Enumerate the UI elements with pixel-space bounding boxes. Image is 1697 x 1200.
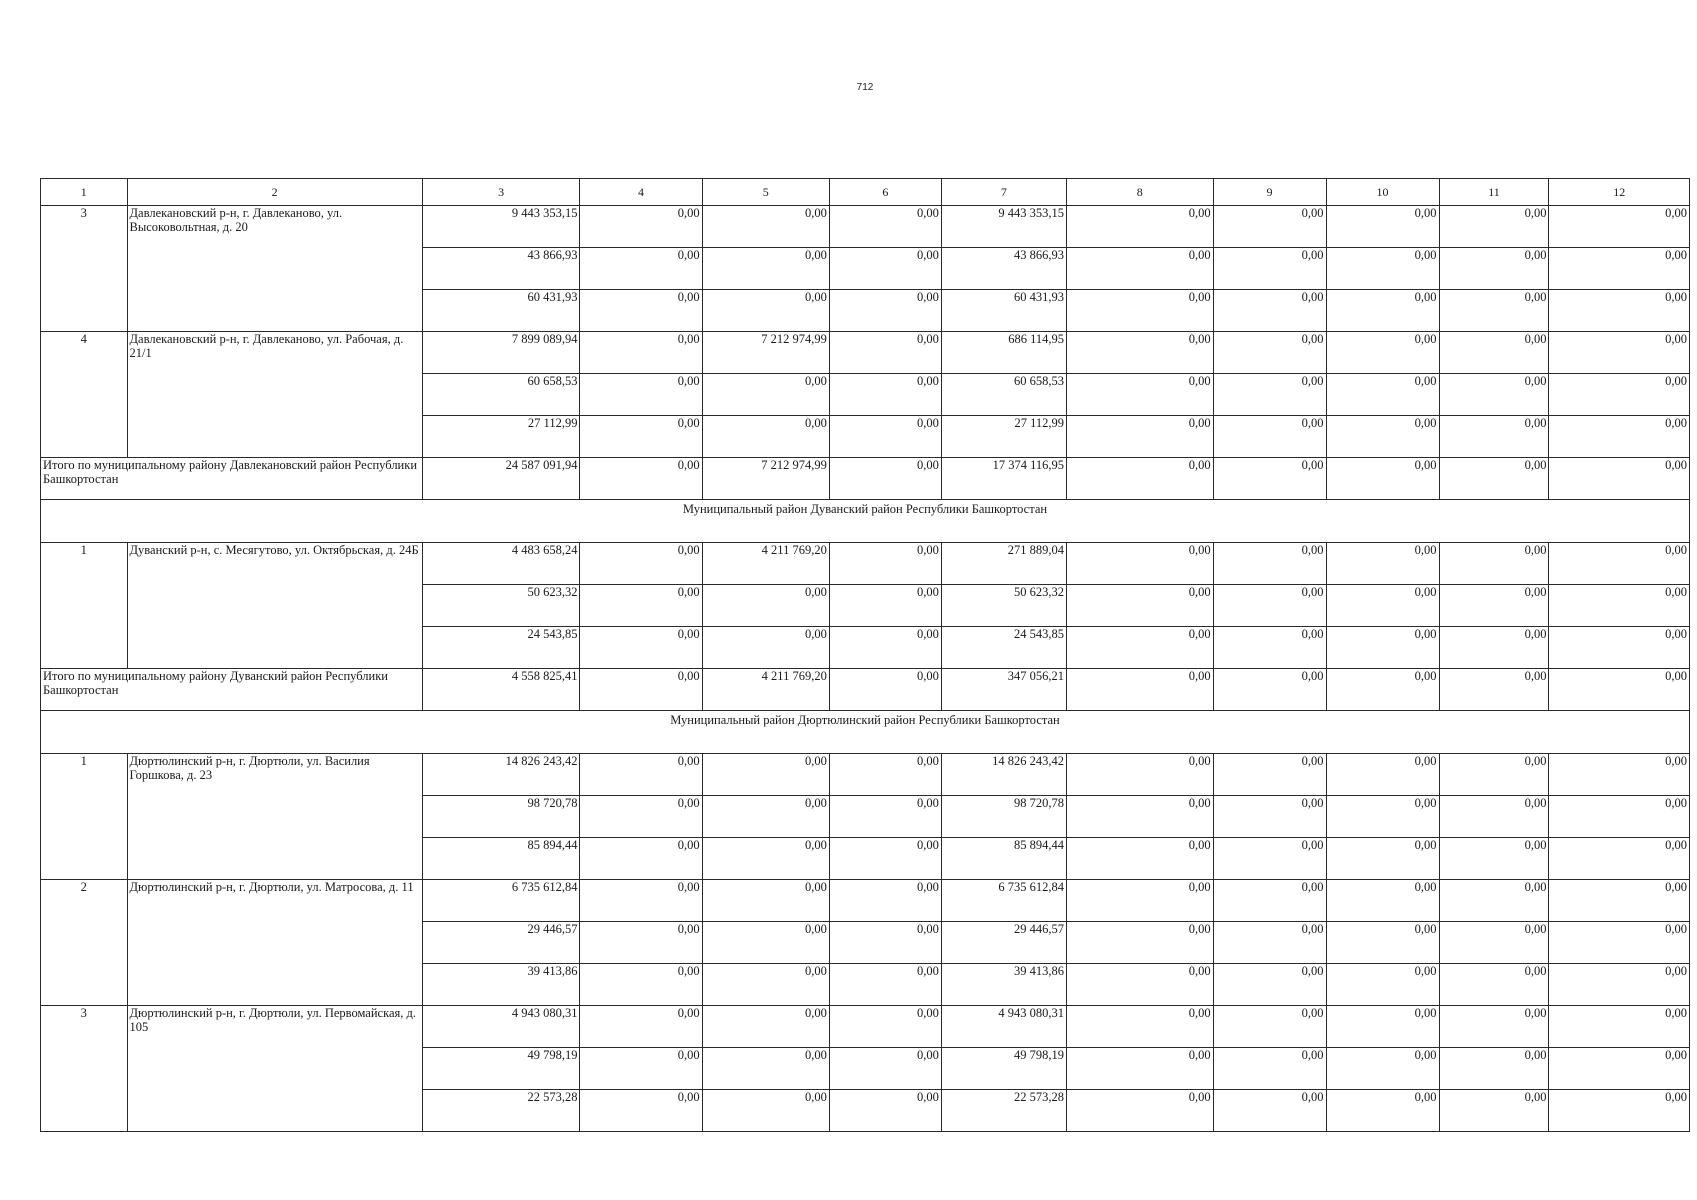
value-cell: 0,00 bbox=[1549, 290, 1690, 332]
total-value-cell: 0,00 bbox=[580, 458, 702, 500]
value-cell: 0,00 bbox=[1326, 332, 1439, 374]
value-cell: 0,00 bbox=[1213, 880, 1326, 922]
value-cell: 0,00 bbox=[580, 206, 702, 248]
value-cell: 0,00 bbox=[702, 248, 829, 290]
value-cell: 39 413,86 bbox=[941, 964, 1066, 1006]
value-cell: 0,00 bbox=[1067, 543, 1214, 585]
column-header: 3 bbox=[422, 179, 580, 206]
column-header: 8 bbox=[1067, 179, 1214, 206]
value-cell: 6 735 612,84 bbox=[941, 880, 1066, 922]
value-cell: 50 623,32 bbox=[941, 585, 1066, 627]
value-cell: 0,00 bbox=[1326, 416, 1439, 458]
table-row bbox=[41, 880, 1690, 922]
value-cell: 0,00 bbox=[1439, 838, 1549, 880]
value-cell: 27 112,99 bbox=[422, 416, 580, 458]
value-cell: 0,00 bbox=[1067, 374, 1214, 416]
value-cell: 0,00 bbox=[580, 754, 702, 796]
value-cell: 0,00 bbox=[1067, 796, 1214, 838]
value-cell: 0,00 bbox=[702, 416, 829, 458]
object-address: Дюртюлинский р-н, г. Дюртюли, ул. Матросова, д. 11 bbox=[127, 880, 422, 1006]
total-row bbox=[41, 669, 1690, 711]
value-cell: 29 446,57 bbox=[941, 922, 1066, 964]
value-cell: 0,00 bbox=[829, 206, 941, 248]
value-cell: 0,00 bbox=[1326, 374, 1439, 416]
value-cell: 0,00 bbox=[1549, 964, 1690, 1006]
value-cell: 0,00 bbox=[1439, 627, 1549, 669]
column-header: 9 bbox=[1213, 179, 1326, 206]
table-row bbox=[41, 754, 1690, 796]
value-cell: 0,00 bbox=[1326, 880, 1439, 922]
value-cell: 0,00 bbox=[1549, 248, 1690, 290]
value-cell: 0,00 bbox=[1549, 1006, 1690, 1048]
value-cell: 0,00 bbox=[1326, 290, 1439, 332]
value-cell: 0,00 bbox=[1549, 754, 1690, 796]
table-row bbox=[41, 1006, 1690, 1048]
value-cell: 0,00 bbox=[1326, 585, 1439, 627]
value-cell: 0,00 bbox=[1213, 374, 1326, 416]
value-cell: 0,00 bbox=[580, 543, 702, 585]
value-cell: 0,00 bbox=[1439, 796, 1549, 838]
value-cell: 0,00 bbox=[1326, 1048, 1439, 1090]
value-cell: 6 735 612,84 bbox=[422, 880, 580, 922]
value-cell: 0,00 bbox=[580, 332, 702, 374]
value-cell: 0,00 bbox=[702, 627, 829, 669]
column-header: 2 bbox=[127, 179, 422, 206]
value-cell: 0,00 bbox=[829, 248, 941, 290]
value-cell: 0,00 bbox=[1067, 248, 1214, 290]
object-index: 1 bbox=[41, 543, 128, 669]
value-cell: 0,00 bbox=[1549, 374, 1690, 416]
value-cell: 60 431,93 bbox=[422, 290, 580, 332]
value-cell: 4 943 080,31 bbox=[422, 1006, 580, 1048]
total-value-cell: 0,00 bbox=[1067, 458, 1214, 500]
value-cell: 4 483 658,24 bbox=[422, 543, 580, 585]
value-cell: 0,00 bbox=[1439, 416, 1549, 458]
value-cell: 0,00 bbox=[1067, 585, 1214, 627]
value-cell: 43 866,93 bbox=[941, 248, 1066, 290]
value-cell: 0,00 bbox=[1549, 332, 1690, 374]
total-value-cell: 7 212 974,99 bbox=[702, 458, 829, 500]
value-cell: 0,00 bbox=[1213, 1090, 1326, 1132]
total-value-cell: 0,00 bbox=[1549, 669, 1690, 711]
value-cell: 0,00 bbox=[1326, 206, 1439, 248]
register-table bbox=[40, 178, 1690, 1132]
total-value-cell: 0,00 bbox=[1213, 669, 1326, 711]
value-cell: 0,00 bbox=[1549, 1048, 1690, 1090]
value-cell: 0,00 bbox=[1213, 1048, 1326, 1090]
object-address: Давлекановский р-н, г. Давлеканово, ул. Высоковольтная, д. 20 bbox=[127, 206, 422, 332]
value-cell: 0,00 bbox=[1326, 248, 1439, 290]
column-header-row bbox=[41, 179, 1690, 206]
value-cell: 0,00 bbox=[829, 922, 941, 964]
table-row bbox=[41, 332, 1690, 374]
value-cell: 0,00 bbox=[1326, 627, 1439, 669]
total-value-cell: 0,00 bbox=[829, 458, 941, 500]
value-cell: 0,00 bbox=[1439, 754, 1549, 796]
value-cell: 60 431,93 bbox=[941, 290, 1066, 332]
value-cell: 0,00 bbox=[1213, 1006, 1326, 1048]
value-cell: 0,00 bbox=[702, 796, 829, 838]
value-cell: 0,00 bbox=[1549, 1090, 1690, 1132]
value-cell: 0,00 bbox=[829, 964, 941, 1006]
value-cell: 0,00 bbox=[702, 922, 829, 964]
value-cell: 0,00 bbox=[829, 1006, 941, 1048]
value-cell: 0,00 bbox=[1213, 585, 1326, 627]
value-cell: 0,00 bbox=[1326, 964, 1439, 1006]
value-cell: 4 211 769,20 bbox=[702, 543, 829, 585]
value-cell: 0,00 bbox=[1213, 290, 1326, 332]
value-cell: 0,00 bbox=[702, 754, 829, 796]
object-index: 2 bbox=[41, 880, 128, 1006]
value-cell: 0,00 bbox=[1439, 374, 1549, 416]
value-cell: 0,00 bbox=[829, 880, 941, 922]
total-label: Итого по муниципальному району Давлекановский район Республики Башкортостан bbox=[41, 458, 423, 500]
object-address: Давлекановский р-н, г. Давлеканово, ул. Рабочая, д. 21/1 bbox=[127, 332, 422, 458]
table-row bbox=[41, 206, 1690, 248]
total-value-cell: 0,00 bbox=[1326, 669, 1439, 711]
value-cell: 0,00 bbox=[1439, 1048, 1549, 1090]
value-cell: 0,00 bbox=[1067, 880, 1214, 922]
value-cell: 0,00 bbox=[1213, 332, 1326, 374]
column-header: 5 bbox=[702, 179, 829, 206]
total-row bbox=[41, 458, 1690, 500]
value-cell: 0,00 bbox=[580, 1090, 702, 1132]
value-cell: 0,00 bbox=[1326, 922, 1439, 964]
value-cell: 98 720,78 bbox=[422, 796, 580, 838]
object-address: Дюртюлинский р-н, г. Дюртюли, ул. Первомайская, д. 105 bbox=[127, 1006, 422, 1132]
value-cell: 0,00 bbox=[829, 416, 941, 458]
column-header: 6 bbox=[829, 179, 941, 206]
value-cell: 0,00 bbox=[1213, 922, 1326, 964]
value-cell: 0,00 bbox=[1439, 922, 1549, 964]
value-cell: 4 943 080,31 bbox=[941, 1006, 1066, 1048]
value-cell: 0,00 bbox=[1549, 543, 1690, 585]
value-cell: 0,00 bbox=[1213, 964, 1326, 1006]
table-row bbox=[41, 543, 1690, 585]
object-index: 3 bbox=[41, 1006, 128, 1132]
total-value-cell: 347 056,21 bbox=[941, 669, 1066, 711]
value-cell: 686 114,95 bbox=[941, 332, 1066, 374]
value-cell: 0,00 bbox=[580, 880, 702, 922]
column-header: 4 bbox=[580, 179, 702, 206]
section-row bbox=[41, 711, 1690, 754]
value-cell: 0,00 bbox=[1326, 796, 1439, 838]
value-cell: 0,00 bbox=[1213, 416, 1326, 458]
value-cell: 29 446,57 bbox=[422, 922, 580, 964]
value-cell: 0,00 bbox=[1326, 543, 1439, 585]
value-cell: 9 443 353,15 bbox=[941, 206, 1066, 248]
value-cell: 0,00 bbox=[1067, 754, 1214, 796]
total-value-cell: 17 374 116,95 bbox=[941, 458, 1066, 500]
value-cell: 0,00 bbox=[1213, 796, 1326, 838]
value-cell: 0,00 bbox=[1213, 543, 1326, 585]
value-cell: 0,00 bbox=[1213, 627, 1326, 669]
value-cell: 0,00 bbox=[702, 1006, 829, 1048]
value-cell: 0,00 bbox=[702, 1048, 829, 1090]
total-value-cell: 4 211 769,20 bbox=[702, 669, 829, 711]
value-cell: 7 899 089,94 bbox=[422, 332, 580, 374]
value-cell: 43 866,93 bbox=[422, 248, 580, 290]
value-cell: 0,00 bbox=[580, 922, 702, 964]
value-cell: 0,00 bbox=[580, 416, 702, 458]
value-cell: 14 826 243,42 bbox=[941, 754, 1066, 796]
value-cell: 0,00 bbox=[580, 1048, 702, 1090]
object-index: 3 bbox=[41, 206, 128, 332]
value-cell: 0,00 bbox=[580, 627, 702, 669]
value-cell: 0,00 bbox=[1549, 880, 1690, 922]
total-value-cell: 0,00 bbox=[1439, 458, 1549, 500]
column-header: 7 bbox=[941, 179, 1066, 206]
value-cell: 0,00 bbox=[829, 290, 941, 332]
total-value-cell: 24 587 091,94 bbox=[422, 458, 580, 500]
value-cell: 49 798,19 bbox=[422, 1048, 580, 1090]
value-cell: 0,00 bbox=[829, 332, 941, 374]
value-cell: 0,00 bbox=[1326, 1090, 1439, 1132]
column-header: 11 bbox=[1439, 179, 1549, 206]
value-cell: 49 798,19 bbox=[941, 1048, 1066, 1090]
value-cell: 60 658,53 bbox=[422, 374, 580, 416]
value-cell: 0,00 bbox=[702, 374, 829, 416]
total-value-cell: 0,00 bbox=[1326, 458, 1439, 500]
value-cell: 0,00 bbox=[1439, 206, 1549, 248]
value-cell: 0,00 bbox=[1439, 964, 1549, 1006]
total-value-cell: 0,00 bbox=[1213, 458, 1326, 500]
total-value-cell: 0,00 bbox=[829, 669, 941, 711]
value-cell: 0,00 bbox=[702, 290, 829, 332]
value-cell: 39 413,86 bbox=[422, 964, 580, 1006]
total-value-cell: 0,00 bbox=[1067, 669, 1214, 711]
value-cell: 0,00 bbox=[1067, 332, 1214, 374]
value-cell: 7 212 974,99 bbox=[702, 332, 829, 374]
total-value-cell: 4 558 825,41 bbox=[422, 669, 580, 711]
value-cell: 0,00 bbox=[829, 838, 941, 880]
value-cell: 0,00 bbox=[1067, 416, 1214, 458]
object-address: Дюртюлинский р-н, г. Дюртюли, ул. Василия Горшкова, д. 23 bbox=[127, 754, 422, 880]
value-cell: 0,00 bbox=[829, 585, 941, 627]
value-cell: 0,00 bbox=[829, 627, 941, 669]
value-cell: 0,00 bbox=[1067, 206, 1214, 248]
section-title: Муниципальный район Дюртюлинский район Республики Башкортостан bbox=[41, 711, 1690, 754]
column-header: 12 bbox=[1549, 179, 1690, 206]
object-address: Дуванский р-н, с. Месягутово, ул. Октябрьская, д. 24Б bbox=[127, 543, 422, 669]
value-cell: 0,00 bbox=[1439, 1006, 1549, 1048]
value-cell: 0,00 bbox=[1439, 880, 1549, 922]
object-index: 1 bbox=[41, 754, 128, 880]
object-index: 4 bbox=[41, 332, 128, 458]
value-cell: 0,00 bbox=[829, 796, 941, 838]
value-cell: 0,00 bbox=[1439, 248, 1549, 290]
value-cell: 0,00 bbox=[829, 754, 941, 796]
section-title: Муниципальный район Дуванский район Республики Башкортостан bbox=[41, 500, 1690, 543]
value-cell: 0,00 bbox=[829, 374, 941, 416]
value-cell: 0,00 bbox=[580, 290, 702, 332]
value-cell: 0,00 bbox=[1439, 290, 1549, 332]
value-cell: 0,00 bbox=[1326, 754, 1439, 796]
value-cell: 0,00 bbox=[702, 880, 829, 922]
total-value-cell: 0,00 bbox=[1439, 669, 1549, 711]
page-number: 712 bbox=[856, 82, 874, 93]
value-cell: 0,00 bbox=[1549, 627, 1690, 669]
value-cell: 0,00 bbox=[1326, 1006, 1439, 1048]
value-cell: 0,00 bbox=[1067, 290, 1214, 332]
value-cell: 98 720,78 bbox=[941, 796, 1066, 838]
value-cell: 9 443 353,15 bbox=[422, 206, 580, 248]
value-cell: 24 543,85 bbox=[422, 627, 580, 669]
table-body bbox=[41, 179, 1690, 1132]
value-cell: 0,00 bbox=[1549, 796, 1690, 838]
value-cell: 0,00 bbox=[1213, 838, 1326, 880]
value-cell: 0,00 bbox=[580, 1006, 702, 1048]
value-cell: 0,00 bbox=[580, 964, 702, 1006]
value-cell: 22 573,28 bbox=[941, 1090, 1066, 1132]
value-cell: 0,00 bbox=[702, 206, 829, 248]
value-cell: 85 894,44 bbox=[422, 838, 580, 880]
total-value-cell: 0,00 bbox=[580, 669, 702, 711]
value-cell: 0,00 bbox=[702, 1090, 829, 1132]
total-value-cell: 0,00 bbox=[1549, 458, 1690, 500]
value-cell: 0,00 bbox=[1213, 248, 1326, 290]
value-cell: 0,00 bbox=[1067, 922, 1214, 964]
value-cell: 14 826 243,42 bbox=[422, 754, 580, 796]
value-cell: 0,00 bbox=[1549, 416, 1690, 458]
column-header: 1 bbox=[41, 179, 128, 206]
value-cell: 60 658,53 bbox=[941, 374, 1066, 416]
value-cell: 0,00 bbox=[1549, 838, 1690, 880]
value-cell: 0,00 bbox=[829, 1090, 941, 1132]
total-label: Итого по муниципальному району Дуванский район Республики Башкортостан bbox=[41, 669, 423, 711]
value-cell: 27 112,99 bbox=[941, 416, 1066, 458]
value-cell: 0,00 bbox=[580, 248, 702, 290]
value-cell: 22 573,28 bbox=[422, 1090, 580, 1132]
value-cell: 0,00 bbox=[1439, 543, 1549, 585]
value-cell: 0,00 bbox=[1213, 754, 1326, 796]
value-cell: 0,00 bbox=[580, 796, 702, 838]
value-cell: 0,00 bbox=[1549, 922, 1690, 964]
value-cell: 0,00 bbox=[1067, 1090, 1214, 1132]
value-cell: 0,00 bbox=[1439, 332, 1549, 374]
value-cell: 0,00 bbox=[580, 374, 702, 416]
value-cell: 0,00 bbox=[1213, 206, 1326, 248]
value-cell: 0,00 bbox=[1067, 1048, 1214, 1090]
column-header: 10 bbox=[1326, 179, 1439, 206]
value-cell: 0,00 bbox=[580, 838, 702, 880]
value-cell: 0,00 bbox=[702, 838, 829, 880]
value-cell: 0,00 bbox=[580, 585, 702, 627]
section-row bbox=[41, 500, 1690, 543]
value-cell: 271 889,04 bbox=[941, 543, 1066, 585]
value-cell: 0,00 bbox=[829, 1048, 941, 1090]
value-cell: 0,00 bbox=[1067, 627, 1214, 669]
value-cell: 85 894,44 bbox=[941, 838, 1066, 880]
value-cell: 0,00 bbox=[1067, 838, 1214, 880]
value-cell: 0,00 bbox=[702, 585, 829, 627]
value-cell: 0,00 bbox=[1439, 1090, 1549, 1132]
value-cell: 0,00 bbox=[1549, 585, 1690, 627]
value-cell: 0,00 bbox=[829, 543, 941, 585]
value-cell: 50 623,32 bbox=[422, 585, 580, 627]
value-cell: 0,00 bbox=[1326, 838, 1439, 880]
value-cell: 0,00 bbox=[1549, 206, 1690, 248]
value-cell: 0,00 bbox=[1067, 964, 1214, 1006]
value-cell: 0,00 bbox=[1067, 1006, 1214, 1048]
value-cell: 0,00 bbox=[1439, 585, 1549, 627]
value-cell: 24 543,85 bbox=[941, 627, 1066, 669]
value-cell: 0,00 bbox=[702, 964, 829, 1006]
